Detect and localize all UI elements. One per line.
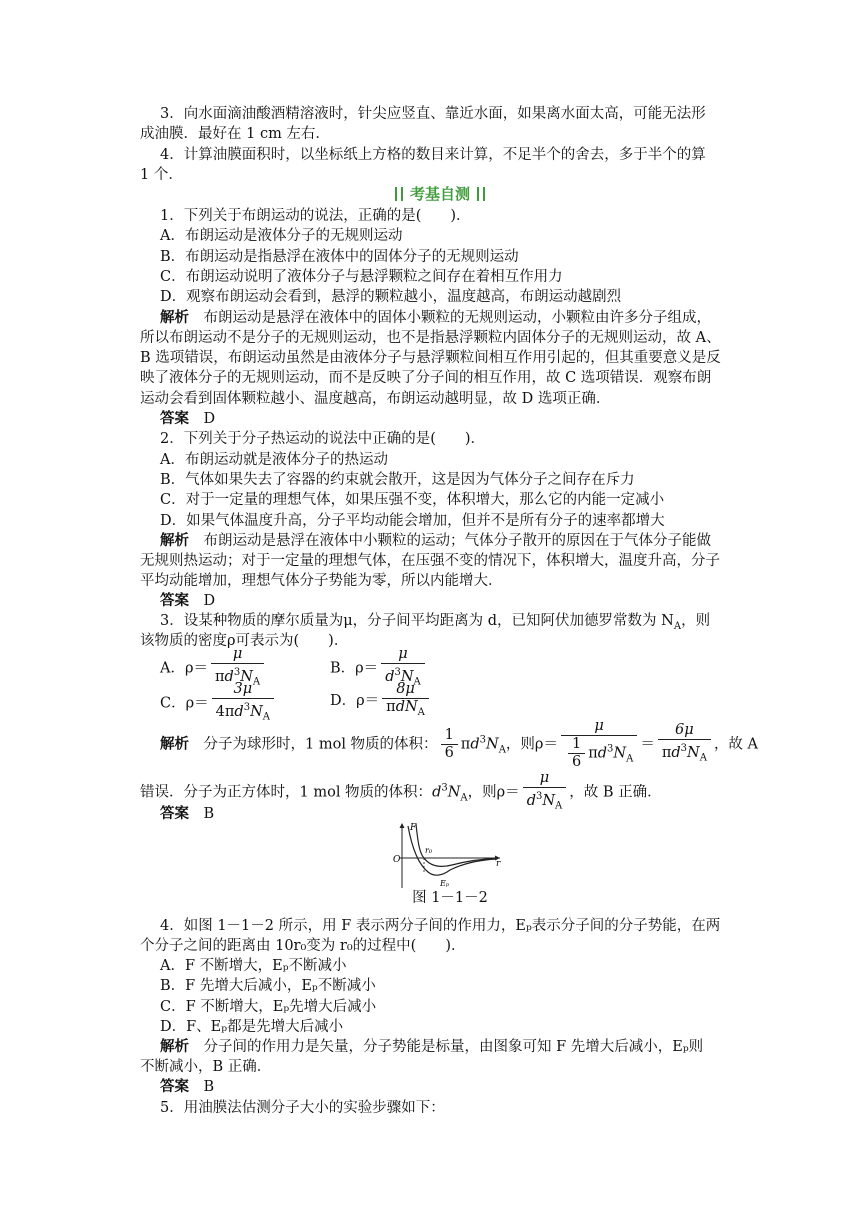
intro-line-3: 4．计算油膜面积时，以坐标纸上方格的数目来计算，不足半个的舍去，多于半个的算 — [160, 147, 706, 163]
banner-bar-icon — [401, 187, 403, 201]
analysis-label: 解析 — [160, 735, 189, 753]
q2-answer — [160, 591, 760, 611]
q4-option-b: B．F 先增大后减小，Eₚ不断减小 — [160, 978, 376, 994]
formula-fraction: $\frac{\mu}{d^3N_A}$ — [381, 646, 425, 691]
option-label: D．ρ＝ — [330, 692, 380, 709]
answer-label: 答案 — [160, 592, 189, 609]
banner-bar-icon — [395, 187, 397, 201]
q1-analysis-line-4: 映了液体分子的无规则运动，而不是反映了分子间的相互作用，故 C 选项错误．观察布朗 — [140, 370, 712, 386]
q4-stem-line-1: 4．如图 1－1－2 所示，用 F 表示两分子间的作用力，Eₚ表示分子间的分子势能，在两 — [160, 918, 721, 934]
q1-analysis-line-2: 所以布朗运动不是分子的无规则运动，也不是指悬浮颗粒内固体分子的无规则运动，故 A、 — [140, 330, 721, 346]
q2-option-c: C．对于一定量的理想气体，如果压强不变，体积增大，那么它的内能一定减小 — [160, 492, 665, 508]
analysis-text: ，故 A — [713, 736, 759, 753]
stem-text: 3．设某种物质的摩尔质量为μ，分子间平均距离为 d，已知阿伏加德罗常数为 N — [160, 613, 674, 629]
q4-option-a: A．F 不断增大，Eₚ不断减小 — [160, 958, 347, 974]
intro-line-1: 3．向水面滴油酸酒精溶液时，针尖应竖直、靠近水面，如果离水面太高，可能无法形 — [160, 106, 706, 122]
intro-line-4: 1 个． — [140, 167, 183, 183]
label-r: r — [496, 859, 501, 869]
q4-answer — [160, 1077, 760, 1097]
q3-stem-line-2: 该物质的密度ρ可表示为( )． — [140, 633, 349, 649]
section-banner — [140, 183, 740, 204]
formula-fraction: $\frac{3\mu}{4\pi d^3N_A}$ — [212, 681, 274, 726]
q4-stem-line-2: 个分子之间的距离由 10r₀变为 r₀的过程中( )． — [140, 938, 466, 954]
q1-stem: 1．下列关于布朗运动的说法，正确的是( )． — [160, 208, 471, 224]
answer-label: 答案 — [160, 805, 189, 822]
q1-option-d: D．观察布朗运动会看到，悬浮的颗粒越小，温度越高，布朗运动越剧烈 — [160, 289, 622, 305]
q2-stem: 2．下列关于分子热运动的说法中正确的是( )． — [160, 431, 486, 447]
q2-analysis-line-1 — [160, 531, 760, 551]
q1-analysis-line-3: B 选项错误，布朗运动虽然是由液体分子与悬浮颗粒间相互作用引起的，但其重要意义是反 — [140, 350, 721, 366]
answer-value: D — [203, 411, 216, 427]
formula-fraction: $\frac{\mu}{\pi d^3N_A}$ — [211, 646, 264, 691]
analysis-text: 分子间的作用力是矢量，分子势能是标量，由图象可知 F 先增大后减小，Eₚ则 — [203, 1039, 704, 1055]
formula-fraction: μ $\frac{1}{6}$ $\pi d^3N_A$ — [561, 718, 637, 771]
analysis-text: 分子为球形时，1 mol 物质的体积： — [203, 736, 438, 753]
subscript: A — [673, 620, 682, 632]
figure-caption: 图 1－1－2 — [412, 890, 488, 906]
formula-fraction: $\frac{1}{6}$ — [441, 727, 458, 762]
q2-analysis-line-3: 平均动能增加，理想气体分子势能为零，所以内能增大． — [140, 573, 503, 589]
q2-option-a: A．布朗运动就是液体分子的热运动 — [160, 452, 388, 468]
option-label: A．ρ＝ — [160, 660, 208, 677]
formula-fraction: $\frac{\mu}{d^3N_A}$ — [523, 770, 567, 815]
force-potential-figure — [392, 820, 504, 890]
label-Ep: Eₚ — [440, 879, 450, 888]
label-F: F — [410, 823, 417, 833]
banner-bar-icon — [483, 187, 485, 201]
answer-value: B — [203, 1079, 215, 1095]
analysis-text: ，则ρ＝ — [467, 784, 520, 801]
q2-analysis-line-2: 无规则热运动；对于一定量的理想气体，在压强不变的情况下，体积增大，温度升高，分子 — [140, 553, 720, 569]
option-label: C．ρ＝ — [160, 695, 209, 712]
answer-label: 答案 — [160, 410, 189, 427]
formula-fraction: $\frac{6\mu}{\pi d^3N_A}$ — [658, 722, 711, 767]
q2-option-b: B．气体如果失去了容器的约束就会散开，这是因为气体分子之间存在斥力 — [160, 472, 635, 488]
q3-analysis-line-1: 解析 分子为球形时，1 mol 物质的体积： $\frac{1}{6}$ $\pi d^3N_A$，则ρ＝ μ $\frac{1}{6}$ $\pi d^3N_A$ ＝ $\frac{6\mu}{\pi d^3N_A}$ ，故 A — [160, 718, 759, 770]
answer-value: B — [203, 806, 215, 822]
q1-option-a: A．布朗运动是液体分子的无规则运动 — [160, 228, 403, 244]
q4-option-d: D．F、Eₚ都是先增大后减小 — [160, 1019, 344, 1035]
potential-energy-curve — [408, 826, 496, 875]
q4-analysis-line-1 — [160, 1037, 760, 1057]
analysis-label: 解析 — [160, 1038, 189, 1055]
q4-analysis-line-2: 不断减小，B 正确． — [140, 1059, 272, 1075]
intro-line-2: 成油膜．最好在 1 cm 左右． — [140, 126, 330, 142]
q1-option-c: C．布朗运动说明了液体分子与悬浮颗粒之间存在着相互作用力 — [160, 269, 563, 285]
label-r0: r₀ — [425, 846, 433, 855]
q2-option-d: D．如果气体温度升高，分子平均动能会增加，但并不是所有分子的速率都增大 — [160, 513, 665, 529]
q1-answer — [160, 409, 760, 429]
q3-option-d — [330, 681, 432, 721]
q1-analysis-line-1 — [160, 308, 760, 328]
analysis-text: 布朗运动是悬浮在液体中的固体小颗粒的无规则运动，小颗粒由许多分子组成， — [203, 310, 711, 326]
analysis-text: ，则ρ＝ — [505, 736, 558, 753]
vertical-axis-arrow-icon — [400, 823, 405, 828]
q5-stem: 5．用油膜法估测分子大小的实验步骤如下： — [160, 1100, 445, 1116]
answer-label: 答案 — [160, 1078, 189, 1095]
option-label: B．ρ＝ — [330, 660, 379, 677]
formula-fraction: $\frac{8\mu}{\pi dN_A}$ — [382, 681, 429, 721]
analysis-text: 错误．分子为正方体时，1 mol 物质的体积： — [140, 784, 433, 801]
label-O: O — [393, 855, 401, 865]
answer-value: D — [203, 593, 216, 609]
stem-text: ，则 — [681, 613, 711, 629]
q1-option-b: B．布朗运动是指悬浮在液体中的固体分子的无规则运动 — [160, 249, 519, 265]
analysis-text: 布朗运动是悬浮在液体中小颗粒的运动；气体分子散开的原因在于气体分子能做 — [203, 533, 711, 549]
q1-analysis-line-5: 运动会看到固体颗粒越小、温度越高，布朗运动越明显，故 D 选项正确． — [140, 391, 611, 407]
analysis-label: 解析 — [160, 532, 189, 549]
analysis-text: ，故 B 正确． — [569, 784, 662, 801]
analysis-label: 解析 — [160, 309, 189, 326]
banner-bar-icon — [477, 187, 479, 201]
q4-option-c: C．F 不断增大，Eₚ先增大后减小 — [160, 999, 377, 1015]
q3-analysis-line-2: 错误．分子为正方体时，1 mol 物质的体积：$d^3N_A$，则ρ＝ $\frac{\mu}{d^3N_A}$ ，故 B 正确． — [140, 770, 662, 815]
banner-title: 考基自测 — [409, 185, 470, 203]
